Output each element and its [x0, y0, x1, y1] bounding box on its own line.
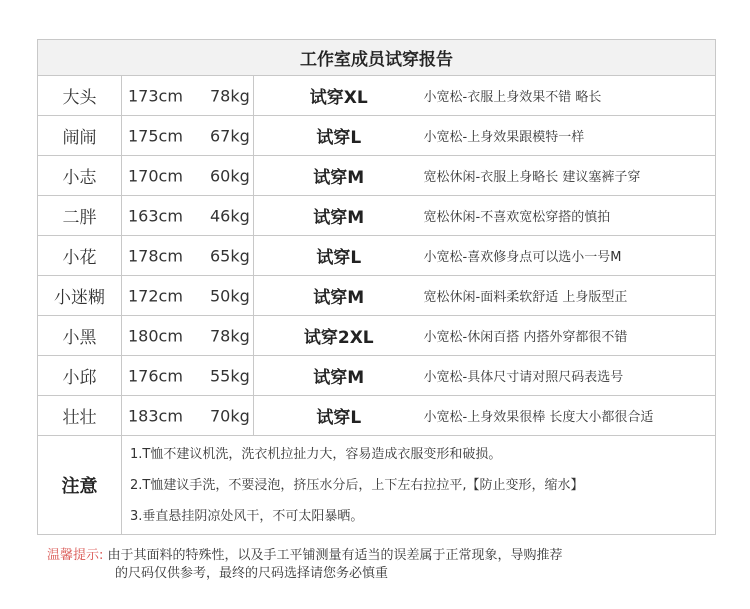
member-stats: [122, 396, 254, 436]
member-height: 175cm: [128, 126, 183, 145]
member-name: 小黑: [38, 316, 122, 356]
table-row: [38, 116, 716, 156]
table-row: [38, 316, 716, 356]
member-weight: 78kg: [210, 326, 250, 345]
trial-size: 试穿M: [254, 356, 424, 396]
fit-report-table: [37, 39, 716, 535]
member-weight: 70kg: [210, 406, 250, 425]
member-stats: [122, 276, 254, 316]
table-row: [38, 156, 716, 196]
member-stats: [122, 236, 254, 276]
member-height: 163cm: [128, 206, 183, 225]
table-row: [38, 76, 716, 116]
table-row: [38, 196, 716, 236]
member-stats: [122, 356, 254, 396]
care-note-item: 1.T恤不建议机洗，洗衣机拉扯力大，容易造成衣服变形和破损。: [130, 446, 502, 462]
member-name: 小花: [38, 236, 122, 276]
table-row: [38, 356, 716, 396]
trial-size: 试穿M: [254, 156, 424, 196]
warm-tip-line1: 由于其面料的特殊性，以及手工平铺测量有适当的误差属于正常现象，导购推荐: [107, 548, 563, 563]
warm-tip-label: 温馨提示:: [47, 548, 104, 563]
trial-size: 试穿L: [254, 396, 424, 436]
care-note-item: 2.T恤建议手洗，不要浸泡，挤压水分后，上下左右拉拉平,【防止变形，缩水】: [130, 477, 584, 493]
fit-description: 小宽松-衣服上身效果不错 略长: [424, 76, 716, 116]
member-height: 176cm: [128, 366, 183, 385]
member-name: 二胖: [38, 196, 122, 236]
member-stats: [122, 316, 254, 356]
member-name: 大头: [38, 76, 122, 116]
warm-tip-line2: 的尺码仅供参考，最终的尺码选择请您务必慎重: [115, 566, 389, 581]
table-row: [38, 396, 716, 436]
fit-description: 小宽松-上身效果跟模特一样: [424, 116, 716, 156]
trial-size: 试穿M: [254, 276, 424, 316]
trial-size: 试穿XL: [254, 76, 424, 116]
member-name: 小志: [38, 156, 122, 196]
member-name: 闹闹: [38, 116, 122, 156]
member-weight: 46kg: [210, 206, 250, 225]
table-row: [38, 236, 716, 276]
member-stats: [122, 156, 254, 196]
care-note-item: 3.垂直悬挂阴凉处风干，不可太阳暴晒。: [130, 508, 364, 524]
fit-description: 小宽松-喜欢修身点可以选小一号M: [424, 236, 716, 276]
member-weight: 50kg: [210, 286, 250, 305]
member-weight: 67kg: [210, 126, 250, 145]
trial-size: 试穿2XL: [254, 316, 424, 356]
member-name: 小邱: [38, 356, 122, 396]
trial-size: 试穿M: [254, 196, 424, 236]
fit-description: 小宽松-上身效果很棒 长度大小都很合适: [424, 396, 716, 436]
member-name: 壮壮: [38, 396, 122, 436]
care-notes: [122, 436, 716, 535]
member-name: 小迷糊: [38, 276, 122, 316]
member-height: 183cm: [128, 406, 183, 425]
fit-description: 宽松休闲-面料柔软舒适 上身版型正: [424, 276, 716, 316]
trial-size: 试穿L: [254, 236, 424, 276]
member-stats: [122, 196, 254, 236]
notes-label: 注意: [38, 436, 122, 535]
member-weight: 60kg: [210, 166, 250, 185]
member-weight: 55kg: [210, 366, 250, 385]
member-height: 180cm: [128, 326, 183, 345]
member-weight: 78kg: [210, 86, 250, 105]
fit-description: 宽松休闲-不喜欢宽松穿搭的慎拍: [424, 196, 716, 236]
member-height: 170cm: [128, 166, 183, 185]
member-stats: [122, 116, 254, 156]
member-height: 172cm: [128, 286, 183, 305]
report-title: 工作室成员试穿报告: [38, 40, 716, 76]
member-height: 173cm: [128, 86, 183, 105]
member-height: 178cm: [128, 246, 183, 265]
warm-tip: [47, 547, 563, 583]
fit-description: 小宽松-休闲百搭 内搭外穿都很不错: [424, 316, 716, 356]
member-stats: [122, 76, 254, 116]
trial-size: 试穿L: [254, 116, 424, 156]
member-weight: 65kg: [210, 246, 250, 265]
table-row: [38, 276, 716, 316]
fit-description: 宽松休闲-衣服上身略长 建议塞裤子穿: [424, 156, 716, 196]
fit-description: 小宽松-具体尺寸请对照尺码表选号: [424, 356, 716, 396]
